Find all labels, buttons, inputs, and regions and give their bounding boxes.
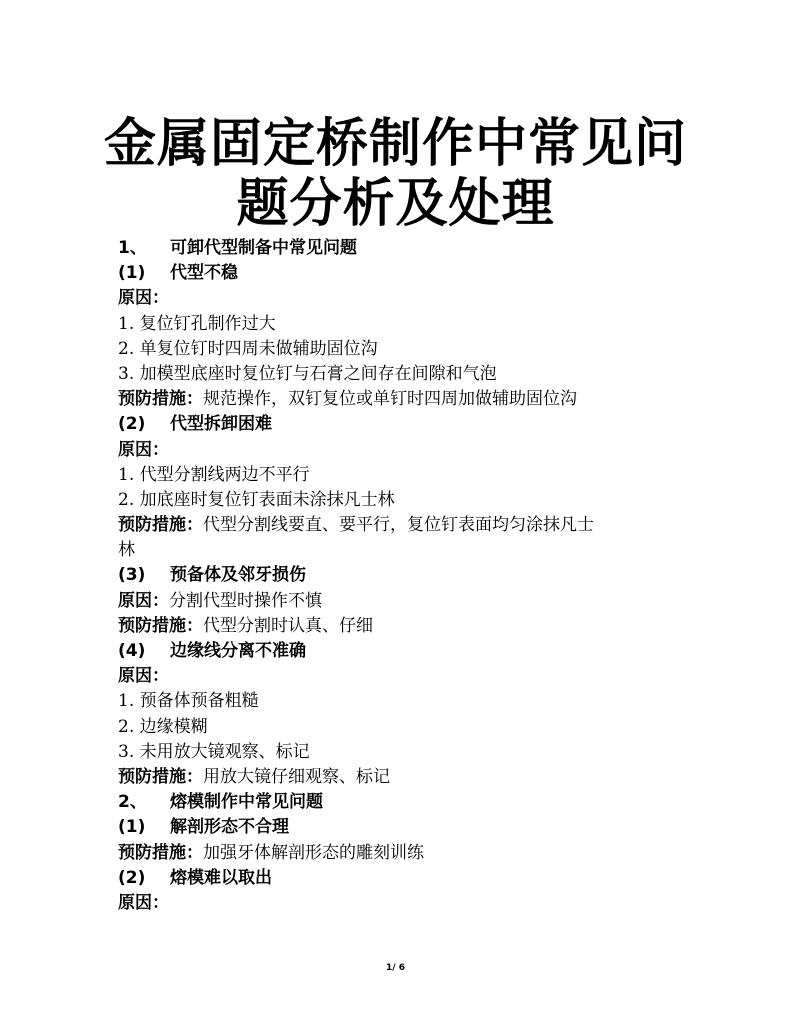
subsection-number: (4): [118, 641, 146, 661]
reason-label: 原因：: [118, 666, 169, 687]
subsection-number: (3): [118, 565, 146, 586]
document-title-line-2: 题分析及处理: [236, 174, 555, 234]
page-number: 1/ 6: [386, 963, 405, 973]
list-item: 3. 加模型底座时复位钉与石膏之间存在间隙和气泡: [118, 363, 497, 384]
list-item: 2. 单复位钉时四周未做辅助固位沟: [118, 338, 378, 359]
section-number: 2、: [118, 792, 147, 813]
prevention-text: 用放大镜仔细观察、标记: [203, 766, 390, 787]
prevention-line: [118, 841, 678, 866]
subsection-heading: [118, 815, 678, 840]
prevention-label: 预防措施：: [118, 615, 203, 636]
subsection-heading: [118, 563, 678, 588]
reason-text: 分割代型时操作不慎: [169, 590, 322, 611]
subsection-heading: [118, 412, 678, 437]
subsection-title: 预备体及邻牙损伤: [170, 565, 306, 586]
section-title: 可卸代型制备中常见问题: [170, 238, 357, 258]
prevention-text: 代型分割线要直、要平行，复位钉表面均匀涂抹凡士: [203, 515, 594, 536]
prevention-text: 加强牙体解剖形态的雕刻训练: [203, 842, 424, 863]
subsection-number: (2): [118, 414, 146, 435]
list-item: 2. 加底座时复位钉表面未涂抹凡士林: [118, 489, 395, 510]
prevention-label: 预防措施：: [118, 389, 203, 410]
subsection-heading: [118, 639, 678, 664]
prevention-line: [118, 387, 678, 412]
subsection-number: (2): [118, 867, 146, 888]
list-item: 1. 复位钉孔制作过大: [118, 313, 276, 334]
prevention-text-continued: 林: [118, 540, 135, 561]
document-body: [118, 236, 678, 916]
prevention-label: 预防措施：: [118, 515, 203, 536]
reason-line: [118, 589, 678, 614]
document-title-line-1: 金属固定桥制作中常见问: [103, 114, 687, 174]
list-item: 1. 预备体预备粗糙: [118, 691, 259, 712]
subsection-title: 熔模难以取出: [170, 867, 272, 888]
reason-label: 原因：: [118, 288, 169, 309]
section-title: 熔模制作中常见问题: [170, 792, 323, 813]
subsection-number: (1): [118, 263, 146, 284]
prevention-line: [118, 513, 678, 538]
subsection-title: 解剖形态不合理: [170, 817, 289, 838]
subsection-number: (1): [118, 817, 146, 838]
list-item: 2. 边缘模糊: [118, 716, 208, 737]
list-item: 3. 未用放大镜观察、标记: [118, 741, 310, 762]
reason-label: 原因：: [118, 590, 169, 611]
subsection-title: 边缘线分离不准确: [170, 641, 306, 661]
reason-label: 原因：: [118, 892, 169, 913]
prevention-line: [118, 765, 678, 790]
subsection-title: 代型不稳: [170, 263, 238, 284]
list-item: 1. 代型分割线两边不平行: [118, 464, 310, 485]
subsection-title: 代型拆卸困难: [170, 414, 272, 435]
reason-label: 原因：: [118, 439, 169, 460]
section-number: 1、: [118, 238, 147, 258]
subsection-heading: [118, 866, 678, 891]
prevention-label: 预防措施：: [118, 766, 203, 787]
section-heading: [118, 236, 678, 261]
prevention-text: 代型分割时认真、仔细: [203, 615, 373, 636]
prevention-text: 规范操作，双钉复位或单钉时四周加做辅助固位沟: [203, 389, 577, 410]
section-heading: [118, 790, 678, 815]
prevention-label: 预防措施：: [118, 842, 203, 863]
prevention-line: [118, 614, 678, 639]
subsection-heading: [118, 261, 678, 286]
